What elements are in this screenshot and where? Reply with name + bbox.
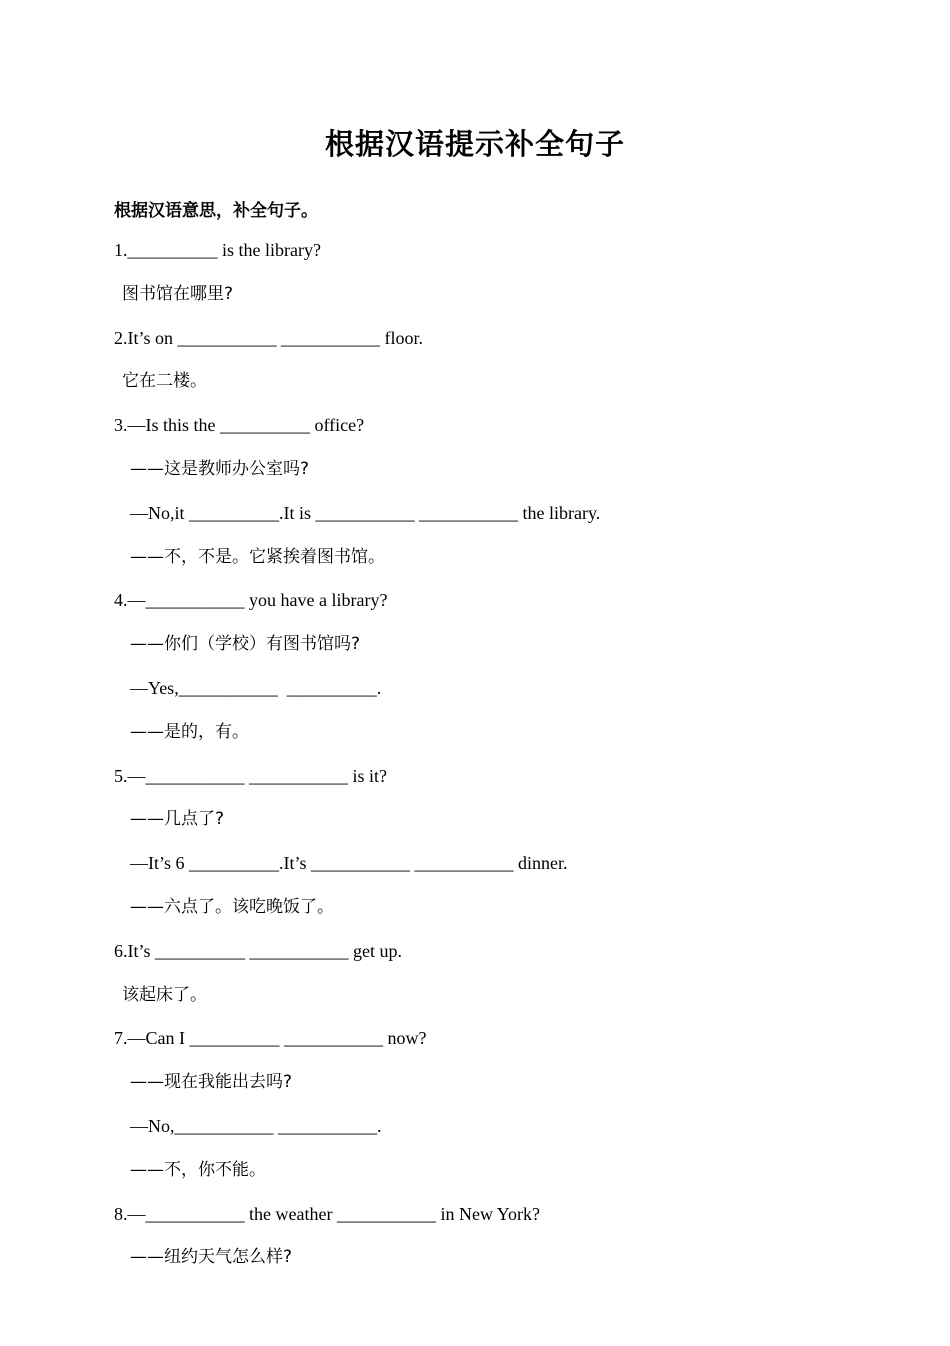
chinese-hint: ——六点了。该吃晚饭了。 bbox=[130, 896, 334, 917]
page-title: 根据汉语提示补全句子 bbox=[324, 127, 625, 161]
exercise-sentence: —Yes,___________ __________. bbox=[130, 677, 382, 698]
exercise-sentence: 1.__________ is the library? bbox=[114, 240, 321, 260]
exercise-sentence: 8.—___________ the weather ___________ in New York? bbox=[114, 1203, 540, 1224]
exercise-sentence: 2.It’s on ___________ ___________ floor. bbox=[114, 327, 423, 348]
chinese-hint: ——现在我能出去吗? bbox=[130, 1072, 293, 1093]
exercise-sentence: 3.—Is this the __________ office? bbox=[114, 415, 365, 436]
exercise-sentence: 5.—___________ ___________ is it? bbox=[114, 765, 387, 786]
chinese-hint: ——不，你不能。 bbox=[130, 1159, 266, 1180]
chinese-hint: ——是的，有。 bbox=[130, 721, 249, 742]
chinese-hint: ——不，不是。它紧挨着图书馆。 bbox=[130, 546, 385, 567]
chinese-hint: ——几点了? bbox=[130, 809, 225, 830]
exercise-sentence: —No,___________ ___________. bbox=[130, 1115, 382, 1136]
exercise-sentence: —It’s 6 __________.It’s ___________ ___________ dinner. bbox=[130, 853, 568, 874]
exercise-sentence: 6.It’s __________ ___________ get up. bbox=[114, 940, 402, 961]
exercise-sentence: 7.—Can I __________ ___________ now? bbox=[114, 1028, 427, 1049]
chinese-hint: 它在二楼。 bbox=[122, 371, 207, 392]
chinese-hint: ——纽约天气怎么样? bbox=[130, 1247, 293, 1268]
exercise-sentence: 4.—___________ you have a library? bbox=[114, 590, 388, 611]
chinese-hint: 该起床了。 bbox=[122, 984, 207, 1005]
chinese-hint: ——这是教师办公室吗? bbox=[130, 458, 310, 479]
chinese-hint: 图书馆在哪里? bbox=[122, 283, 234, 304]
chinese-hint: ——你们（学校）有图书馆吗? bbox=[130, 634, 361, 655]
instruction-heading: 根据汉语意思，补全句子。 bbox=[114, 201, 318, 221]
exercise-list bbox=[0, 229, 950, 1280]
exercise-sentence: —No,it __________.It is ___________ ___________ the library. bbox=[130, 502, 601, 523]
